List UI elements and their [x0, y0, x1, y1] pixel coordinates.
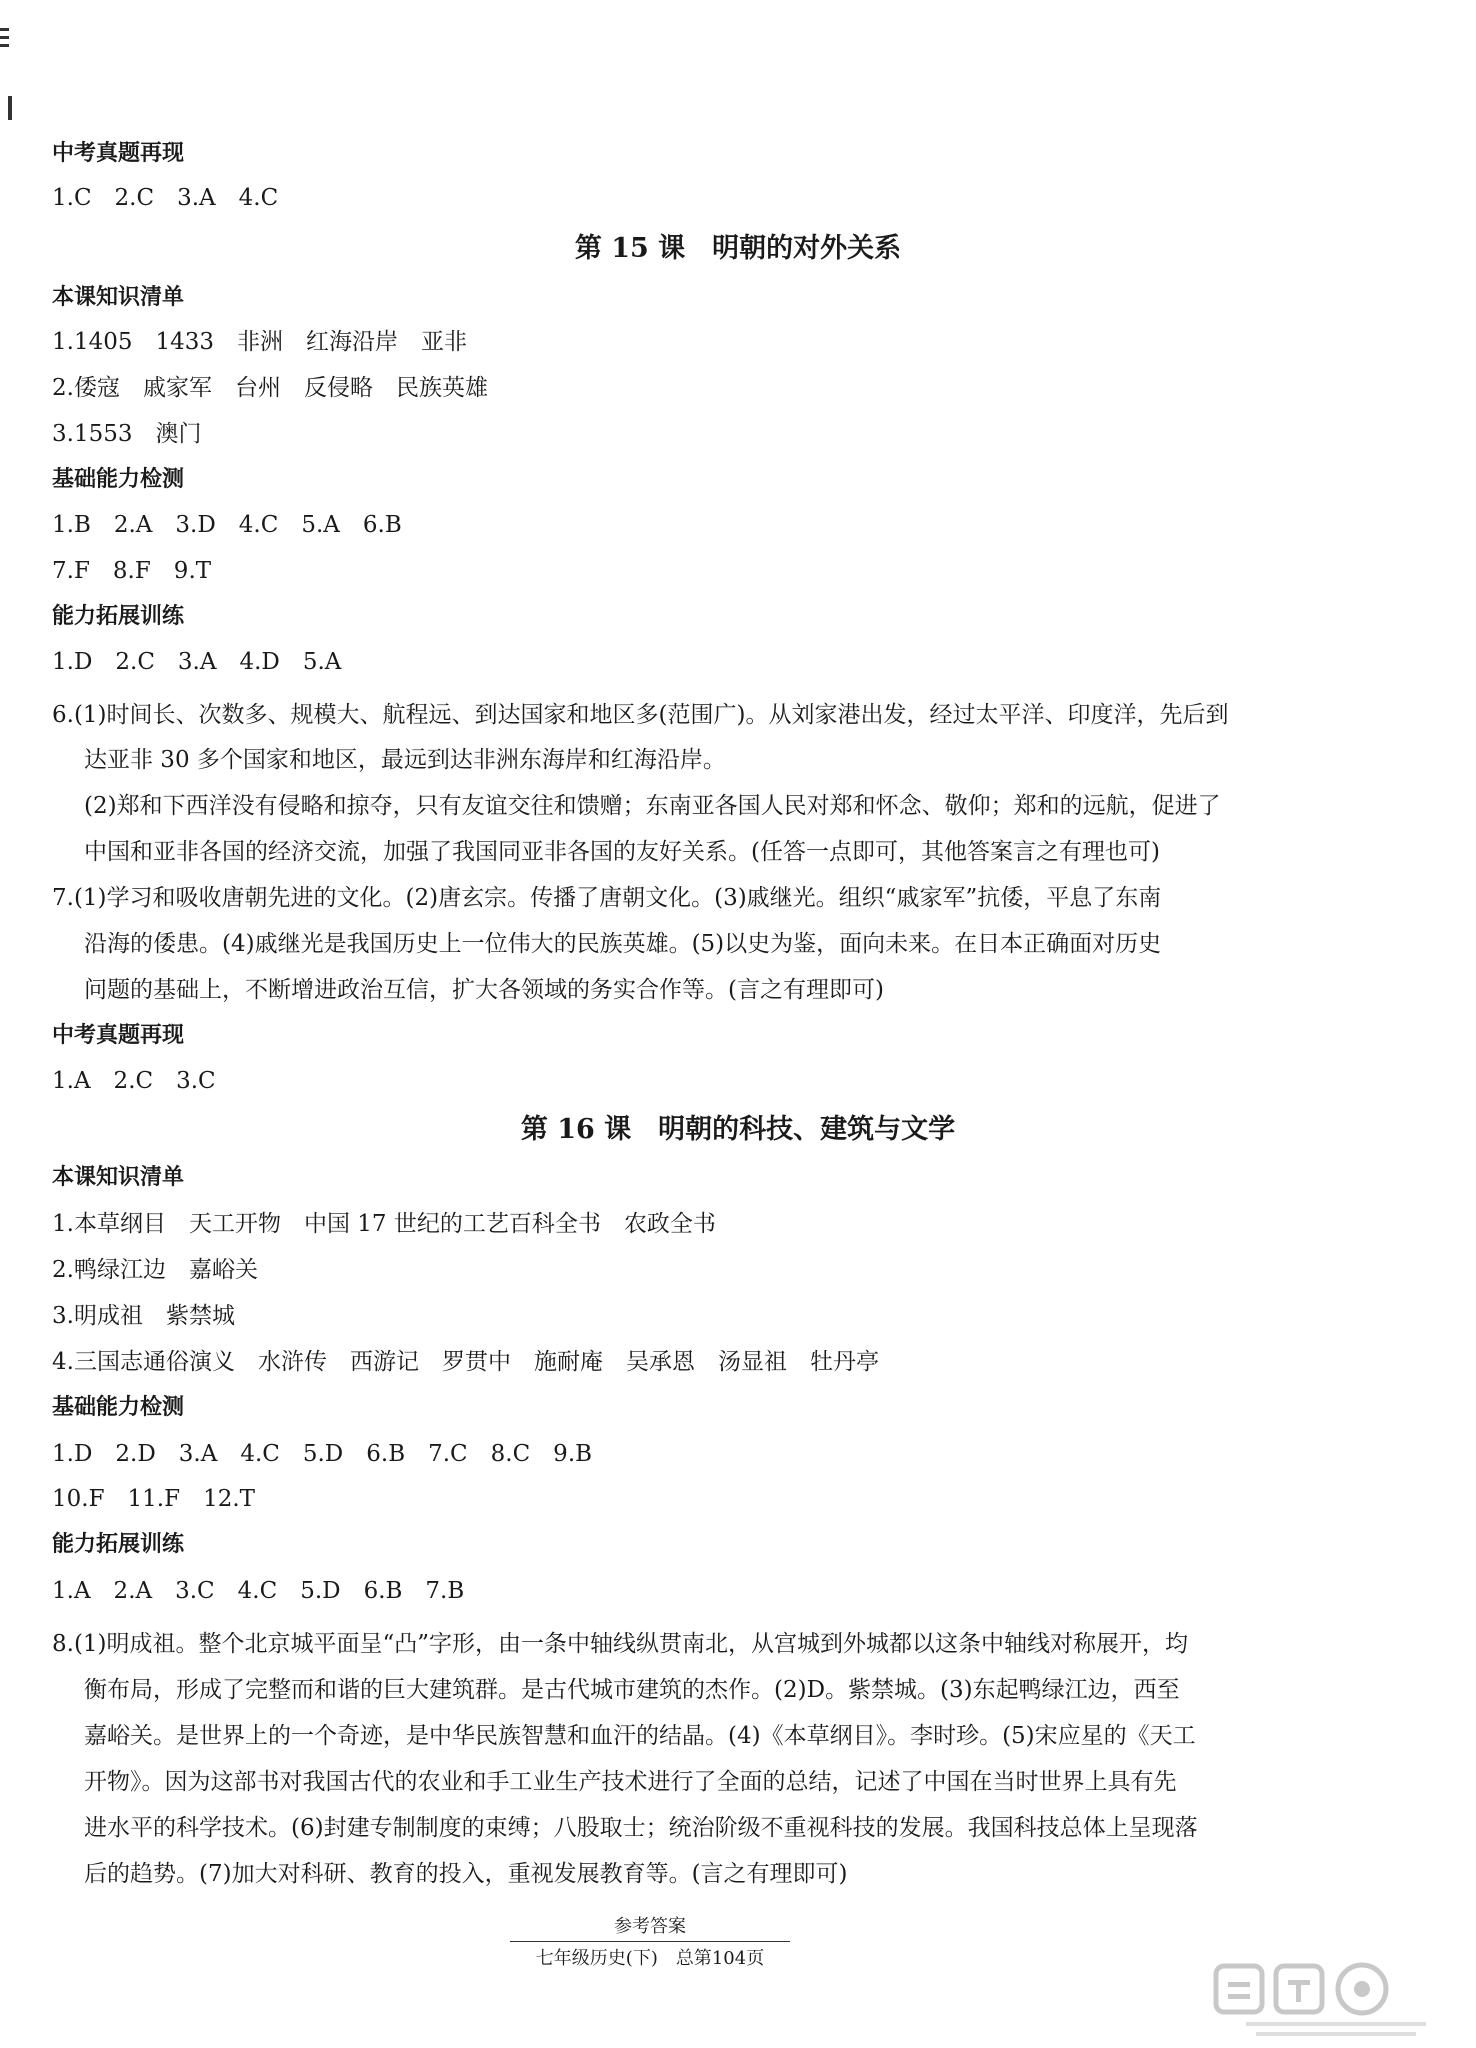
answer-line: 1.D 2.C 3.A 4.D 5.A	[52, 649, 342, 675]
binding-mark	[8, 96, 12, 120]
section-heading: 中考真题再现	[52, 141, 185, 166]
answer-line: 7.(1)学习和吸收唐朝先进的文化。(2)唐玄宗。传播了唐朝文化。(3)戚继光。组织“戚家军”抗倭，平息了东南	[52, 885, 1162, 911]
answer-line: 开物》。因为这部书对我国古代的农业和手工业生产技术进行了全面的总结，记述了中国在当时世界上具有先	[84, 1769, 1177, 1795]
section-heading: 能力拓展训练	[52, 1532, 185, 1557]
answer-line: 1.C 2.C 3.A 4.C	[52, 185, 279, 211]
section-heading: 基础能力检测	[52, 467, 185, 492]
footer-page-number: 七年级历史(下) 总第104页	[535, 1948, 765, 1969]
lesson-title: 第 16 课 明朝的科技、建筑与文学	[520, 1114, 956, 1145]
answer-line: 7.F 8.F 9.T	[52, 558, 212, 584]
section-heading: 基础能力检测	[52, 1395, 185, 1420]
answer-line: 1.1405 1433 非洲 红海沿岸 亚非	[52, 329, 468, 355]
footer-label: 参考答案	[614, 1916, 686, 1937]
answer-line: 后的趋势。(7)加大对科研、教育的投入，重视发展教育等。(言之有理即可)	[84, 1861, 848, 1887]
section-heading: 本课知识清单	[52, 285, 185, 310]
answer-line: 1.D 2.D 3.A 4.C 5.D 6.B 7.C 8.C 9.B	[52, 1441, 593, 1467]
answer-line: 1.A 2.A 3.C 4.C 5.D 6.B 7.B	[52, 1578, 465, 1604]
answer-line: 3.1553 澳门	[52, 421, 202, 447]
answer-line: 衡布局，形成了完整而和谐的巨大建筑群。是古代城市建筑的杰作。(2)D。紫禁城。(3)东起鸭绿江边，西至	[84, 1677, 1180, 1703]
binding-mark	[0, 44, 9, 47]
answer-line: 2.倭寇 戚家军 台州 反侵略 民族英雄	[52, 375, 488, 401]
section-heading: 能力拓展训练	[52, 604, 185, 629]
answer-line: 1.A 2.C 3.C	[52, 1068, 216, 1094]
answer-line: 3.明成祖 紫禁城	[52, 1303, 235, 1329]
binding-mark	[0, 28, 9, 31]
answer-line: 进水平的科学技术。(6)封建专制制度的束缚；八股取士；统治阶级不重视科技的发展。我国科技总体上呈现落	[84, 1815, 1198, 1841]
binding-mark	[0, 36, 9, 39]
answer-line: 8.(1)明成祖。整个北京城平面呈“凸”字形，由一条中轴线纵贯南北，从宫城到外城都以这条中轴线对称展开，均	[52, 1631, 1189, 1657]
watermark-logo	[1176, 1958, 1476, 2048]
answer-line: 10.F 11.F 12.T	[52, 1486, 255, 1512]
answer-line: 4.三国志通俗演义 水浒传 西游记 罗贯中 施耐庵 吴承恩 汤显祖 牡丹亭	[52, 1349, 879, 1375]
answer-line: 嘉峪关。是世界上的一个奇迹，是中华民族智慧和血汗的结晶。(4)《本草纲目》。李时珍。(5)宋应星的《天工	[84, 1723, 1196, 1749]
answer-line: 问题的基础上，不断增进政治互信，扩大各领域的务实合作等。(言之有理即可)	[84, 977, 884, 1003]
answer-line: 2.鸭绿江边 嘉峪关	[52, 1257, 258, 1283]
answer-line: (2)郑和下西洋没有侵略和掠夺，只有友谊交往和馈赠；东南亚各国人民对郑和怀念、敬仰；郑和的远航，促进了	[84, 793, 1221, 819]
answer-line: 中国和亚非各国的经济交流，加强了我国同亚非各国的友好关系。(任答一点即可，其他答案言之有理也可)	[84, 839, 1160, 865]
answer-line: 1.本草纲目 天工开物 中国 17 世纪的工艺百科全书 农政全书	[52, 1211, 716, 1237]
lesson-title: 第 15 课 明朝的对外关系	[574, 233, 902, 264]
section-heading: 中考真题再现	[52, 1023, 185, 1048]
answer-line: 1.B 2.A 3.D 4.C 5.A 6.B	[52, 512, 402, 538]
footer-rule	[510, 1941, 790, 1942]
answer-line: 沿海的倭患。(4)戚继光是我国历史上一位伟大的民族英雄。(5)以史为鉴，面向未来。在日本正确面对历史	[84, 931, 1162, 957]
answer-line: 达亚非 30 多个国家和地区，最远到达非洲东海岸和红海沿岸。	[84, 747, 726, 773]
section-heading: 本课知识清单	[52, 1165, 185, 1190]
answer-line: 6.(1)时间长、次数多、规模大、航程远、到达国家和地区多(范围广)。从刘家港出发，经过太平洋、印度洋，先后到	[52, 702, 1229, 728]
